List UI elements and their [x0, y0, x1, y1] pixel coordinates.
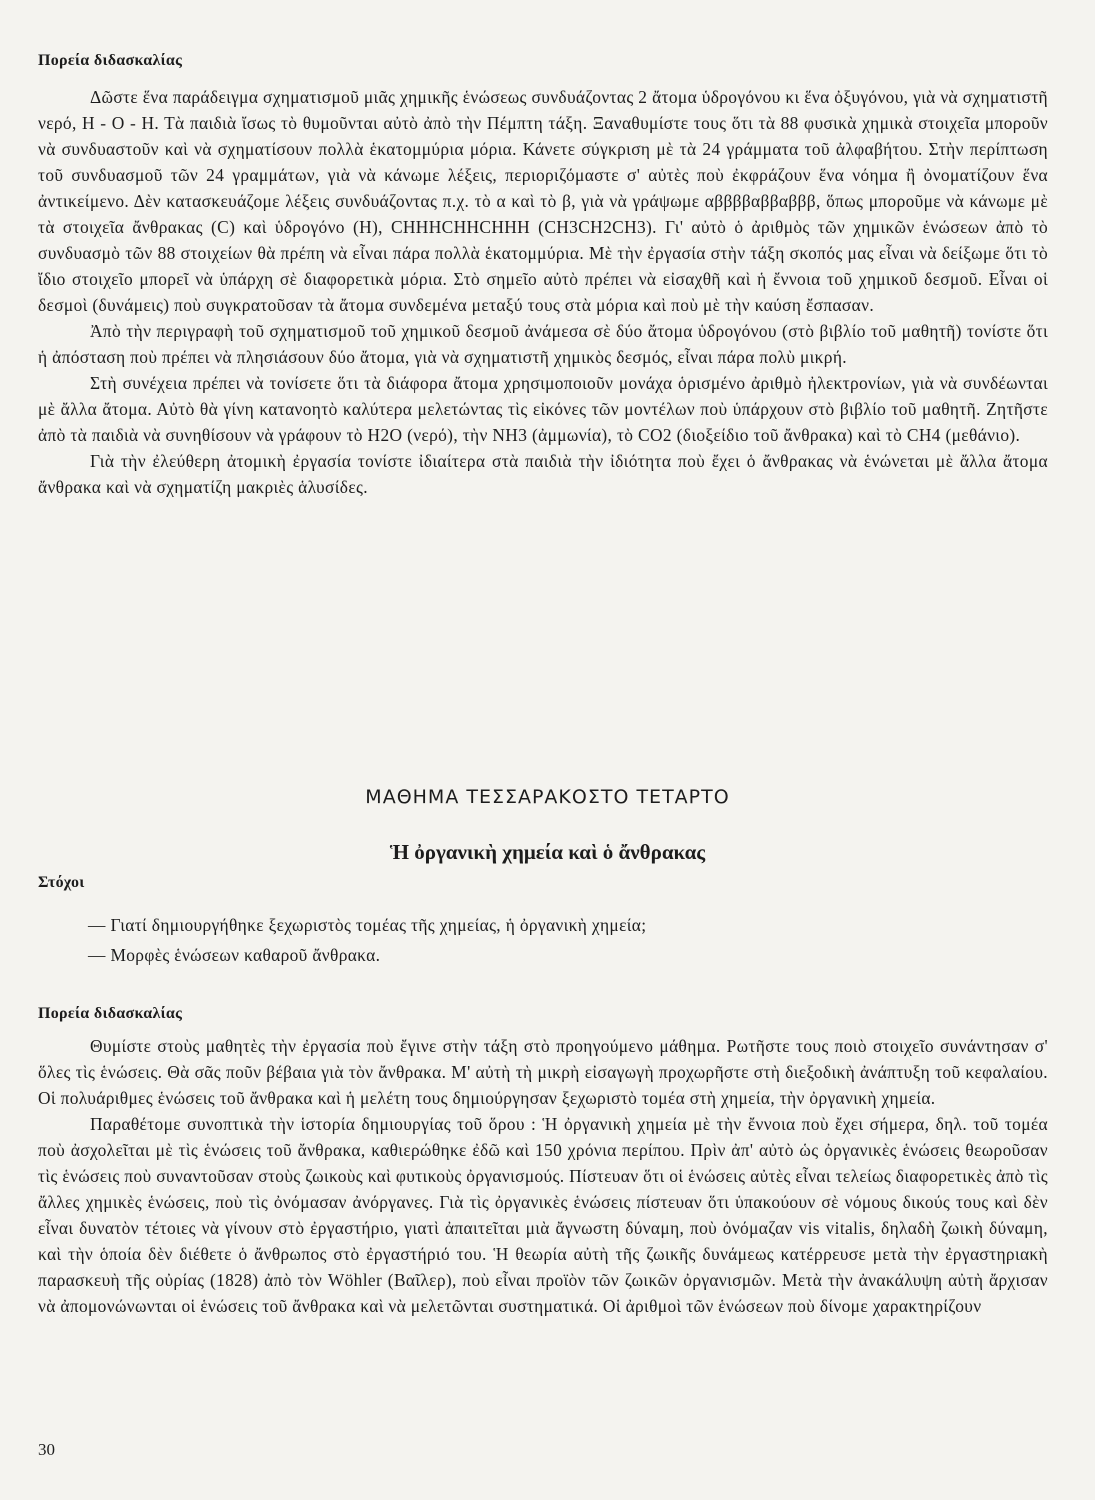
page-number: 30 — [38, 1440, 55, 1459]
paragraph: Δῶστε ἕνα παράδειγμα σχηματισμοῦ μιᾶς χημικῆς ἑνώσεως συνδυάζοντας 2 ἄτομα ὑδρογόνου κι ἕνα ὀξυγόνου, γιὰ νὰ σχηματιστῆ νερό, Η - Ο - Η. Τὰ παιδιὰ ἴσως τὸ θυμοῦνται αὐτὸ ἀπὸ τὴν Πέμπτη τάξη. Ξαναθυμίστε τους ὅτι τὰ 88 φυσικὰ χημικὰ στοιχεῖα μποροῦν νὰ συνδυαστοῦν καὶ νὰ σχηματίσουν πολλὰ ἑκατομμύρια μόρια. Κάνετε σύγκριση μὲ τὰ 24 γράμματα τοῦ ἀλφαβήτου. Στὴν περίπτωση τοῦ συνδυασμοῦ τῶν 24 γραμμάτων, γιὰ νὰ κάνωμε λέξεις, περιοριζόμαστε σ' αὐτὲς ποὺ ἐκφράζουν ἕνα νόημα ἢ ὀνοματίζουν ἕνα ἀντικείμενο. Δὲν κατασκευάζομε λέξεις συνδυάζοντας π.χ. τὸ α καὶ τὸ β, γιὰ νὰ γράψωμε αββββαββαβββ, ὅπως μποροῦμε νὰ κάνωμε μὲ τὰ στοιχεῖα ἄνθρακας (C) καὶ ὑδρογόνο (Η), CHHHCHHCHHH (CH3CH2CH3). Γι' αὐτὸ ὁ ἀριθμὸς τῶν χημικῶν ἑνώσεων ἀπὸ τὸ συνδυασμὸ τῶν 88 στοιχείων θὰ πρέπη νὰ εἶναι πάρα πολλὰ ἑκατομμύρια. Μὲ τὴν ἐργασία στὴν τάξη σκοπός μας εἶναι νὰ δείξωμε ὅτι τὸ ἴδιο στοιχεῖο μπορεῖ νὰ ὑπάρχη σὲ διαφορετικὰ μόρια. Στὸ σημεῖο αὐτὸ πρέπει νὰ εἰσαχθῆ καὶ ἡ ἔννοια τοῦ χημικοῦ δεσμοῦ. Εἶναι οἱ δεσμοὶ (δυνάμεις) ποὺ συγκρατοῦσαν τὰ ἄτομα συνδεμένα μεταξύ τους στὰ μόρια καὶ ποὺ μὲ τὴν καύση ἔσπασαν. — [38, 87, 1048, 315]
section-2 — [38, 1005, 1048, 1319]
section-heading: Πορεία διδασκαλίας — [38, 52, 183, 69]
paragraph: Παραθέτομε συνοπτικὰ τὴν ἱστορία δημιουργίας τοῦ ὅρου : Ἡ ὀργανικὴ χημεία μὲ τὴν ἔννοια ποὺ ἔχει σήμερα, δηλ. τοῦ τομέα ποὺ ἀσχολεῖται μὲ τὶς ἑνώσεις τοῦ ἄνθρακα, καθιερώθηκε ἐδῶ καὶ 150 χρόνια περίπου. Πρὶν ἀπ' αὐτὸ ὡς ὀργανικὲς ἑνώσεις θεωροῦσαν τὶς ἑνώσεις ποὺ συναντοῦσαν στοὺς ζωικοὺς καὶ φυτικοὺς ὀργανισμούς. Πίστευαν ὅτι οἱ ἑνώσεις αὐτὲς εἶναι τελείως διαφορετικὲς ἀπὸ τὶς ἄλλες χημικὲς ἑνώσεις, ποὺ τὶς ὀνόμασαν ἀνόργανες. Γιὰ τὶς ὀργανικὲς ἑνώσεις πίστευαν ὅτι ὑπακούουν σὲ νόμους δικούς τους καὶ δὲν εἶναι δυνατὸν τέτοιες νὰ γίνουν στὸ ἐργαστήριο, γιατὶ ἀπαιτεῖται μιὰ ἄγνωστη δύναμη, ποὺ ὀνόμαζαν vis vitalis, δηλαδὴ ζωικὴ δύναμη, καὶ τὴν ὁποία δὲν διέθετε ὁ ἄνθρωπος στὸ ἐργαστήριό του. Ἡ θεωρία αὐτὴ τῆς ζωικῆς δυνάμεως κατέρρευσε μετὰ τὴν ἐργαστηριακὴ παρασκευὴ τῆς οὐρίας (1828) ἀπὸ τὸν Wöhler (Βαῖλερ), ποὺ εἶναι προϊὸν τῶν ζωικῶν ὀργανισμῶν. Μετὰ τὴν ἀνακάλυψη αὐτὴ ἄρχισαν νὰ ἀπομονώνωνται οἱ ἑνώσεις τοῦ ἄνθρακα καὶ νὰ μελετῶνται συστηματικά. Οἱ ἀριθμοὶ τῶν ἑνώσεων ποὺ δίνομε χαρακτηρίζουν — [38, 1114, 1048, 1316]
paragraph: Γιὰ τὴν ἐλεύθερη ἀτομικὴ ἐργασία τονίστε ἰδιαίτερα στὰ παιδιὰ τὴν ἰδιότητα ποὺ ἔχει ὁ ἄνθρακας νὰ ἑνώνεται μὲ ἄλλα ἄτομα ἄνθρακα καὶ νὰ σχηματίζη μακριὲς ἁλυσίδες. — [38, 451, 1048, 497]
section-heading: Πορεία διδασκαλίας — [38, 1005, 183, 1022]
goal-item: — Γιατί δημιουργήθηκε ξεχωριστὸς τομέας τῆς χημείας, ἡ ὀργανικὴ χημεία; — [88, 915, 647, 935]
paragraph: Θυμίστε στοὺς μαθητὲς τὴν ἐργασία ποὺ ἔγινε στὴν τάξη στὸ προηγούμενο μάθημα. Ρωτῆστε τους ποιὸ στοιχεῖο συνάντησαν σ' ὅλες τὶς ἑνώσεις. Θὰ σᾶς ποῦν βέβαια γιὰ τὸν ἄνθρακα. Μ' αὐτὴ τὴ μικρὴ εἰσαγωγὴ προχωρῆστε στὴ διεξοδικὴ ἀνάπτυξη τοῦ κεφαλαίου. Οἱ πολυάριθμες ἑνώσεις τοῦ ἄνθρακα καὶ ἡ μελέτη τους δημιούργησαν ξεχωριστὸ τομέα στὴ χημεία, τὴν ὀργανικὴ χημεία. — [38, 1036, 1048, 1108]
goal-item: — Μορφὲς ἑνώσεων καθαροῦ ἄνθρακα. — [88, 945, 381, 965]
paragraph: Στὴ συνέχεια πρέπει νὰ τονίσετε ὅτι τὰ διάφορα ἄτομα χρησιμοποιοῦν μονάχα ὁρισμένο ἀριθμὸ ἠλεκτρονίων, γιὰ νὰ συνδέωνται μὲ ἄλλα ἄτομα. Αὐτὸ θὰ γίνη κατανοητὸ καλύτερα μελετώντας τὶς εἰκόνες τῶν μοντέλων ποὺ ὑπάρχουν στὸ βιβλίο τοῦ μαθητῆ. Ζητῆστε ἀπὸ τὰ παιδιὰ νὰ συνηθίσουν νὰ γράφουν τὸ H2O (νερό), τὴν NH3 (ἀμμωνία), τὸ CO2 (διοξείδιο τοῦ ἄνθρακα) καὶ τὸ CH4 (μεθάνιο). — [38, 373, 1048, 445]
lesson-subtitle: Ἡ ὀργανικὴ χημεία καὶ ὁ ἄνθρακας — [389, 840, 706, 864]
goals-heading: Στόχοι — [38, 874, 85, 891]
lesson-title: ΜΑΘΗΜΑ ΤΕΣΣΑΡΑΚΟΣΤΟ ΤΕΤΑΡΤΟ — [365, 786, 730, 808]
paragraph: Ἀπὸ τὴν περιγραφὴ τοῦ σχηματισμοῦ τοῦ χημικοῦ δεσμοῦ ἀνάμεσα σὲ δύο ἄτομα ὑδρογόνου (στὸ βιβλίο τοῦ μαθητῆ) τονίστε ὅτι ἡ ἀπόσταση ποὺ πρέπει νὰ πλησιάσουν δύο ἄτομα, γιὰ νὰ σχηματιστῆ χημικὸς δεσμός, εἶναι πάρα πολὺ μικρή. — [38, 321, 1048, 367]
section-1 — [38, 52, 1048, 500]
goals-section — [38, 874, 1048, 970]
